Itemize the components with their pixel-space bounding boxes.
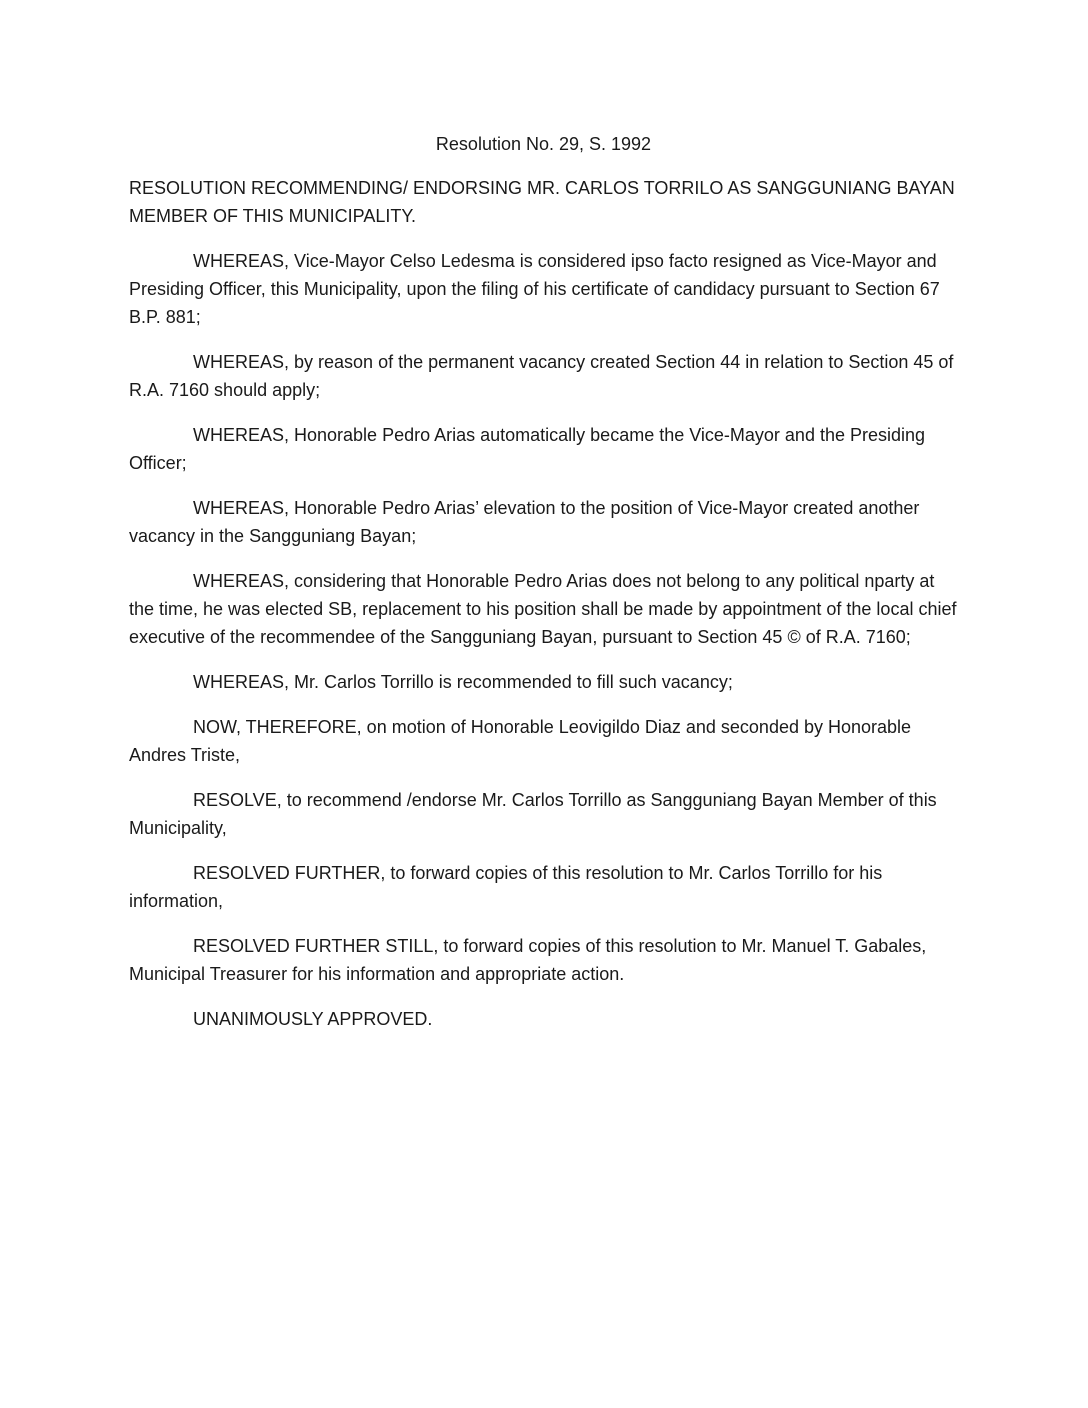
paragraph-whereas-1: WHEREAS, Vice-Mayor Celso Ledesma is considered ipso facto resigned as Vice-Mayor and Presiding Officer, this Municipality, upon the filing of his certificate of candidacy pursuant to Section 67 B.P. 881; xyxy=(129,251,940,327)
paragraph-approval: UNANIMOUSLY APPROVED. xyxy=(193,1009,433,1029)
paragraph-whereas-3: WHEREAS, Honorable Pedro Arias automatically became the Vice-Mayor and the Presiding Officer; xyxy=(129,425,926,473)
paragraph-resolved-further: RESOLVED FURTHER, to forward copies of this resolution to Mr. Carlos Torrillo for his information, xyxy=(129,863,883,911)
paragraph-whereas-2: WHEREAS, by reason of the permanent vacancy created Section 44 in relation to Section 45 of R.A. 7160 should apply; xyxy=(129,352,954,400)
document-subject: RESOLUTION RECOMMENDING/ ENDORSING MR. CARLOS TORRILO AS SANGGUNIANG BAYAN MEMBER OF THIS MUNICIPALITY. xyxy=(129,178,955,226)
paragraph-whereas-5: WHEREAS, considering that Honorable Pedro Arias does not belong to any political nparty at the time, he was elected SB, replacement to his position shall be made by appointment of the local chief executive of the recommendee of the Sangguniang Bayan, pursuant to Section 45 © of R.A. 7160; xyxy=(129,571,957,647)
paragraph-whereas-6: WHEREAS, Mr. Carlos Torrillo is recommended to fill such vacancy; xyxy=(193,672,733,692)
paragraph-resolve: RESOLVE, to recommend /endorse Mr. Carlos Torrillo as Sangguniang Bayan Member of this Municipality, xyxy=(129,790,937,838)
paragraph-now-therefore: NOW, THEREFORE, on motion of Honorable Leovigildo Diaz and seconded by Honorable Andres Triste, xyxy=(129,717,912,765)
paragraph-whereas-4: WHEREAS, Honorable Pedro Arias’ elevation to the position of Vice-Mayor created another vacancy in the Sangguniang Bayan; xyxy=(129,498,920,546)
document-title: Resolution No. 29, S. 1992 xyxy=(435,134,652,154)
paragraph-resolved-further-still: RESOLVED FURTHER STILL, to forward copies of this resolution to Mr. Manuel T. Gabales, Municipal Treasurer for his information and appropriate action. xyxy=(129,936,927,984)
